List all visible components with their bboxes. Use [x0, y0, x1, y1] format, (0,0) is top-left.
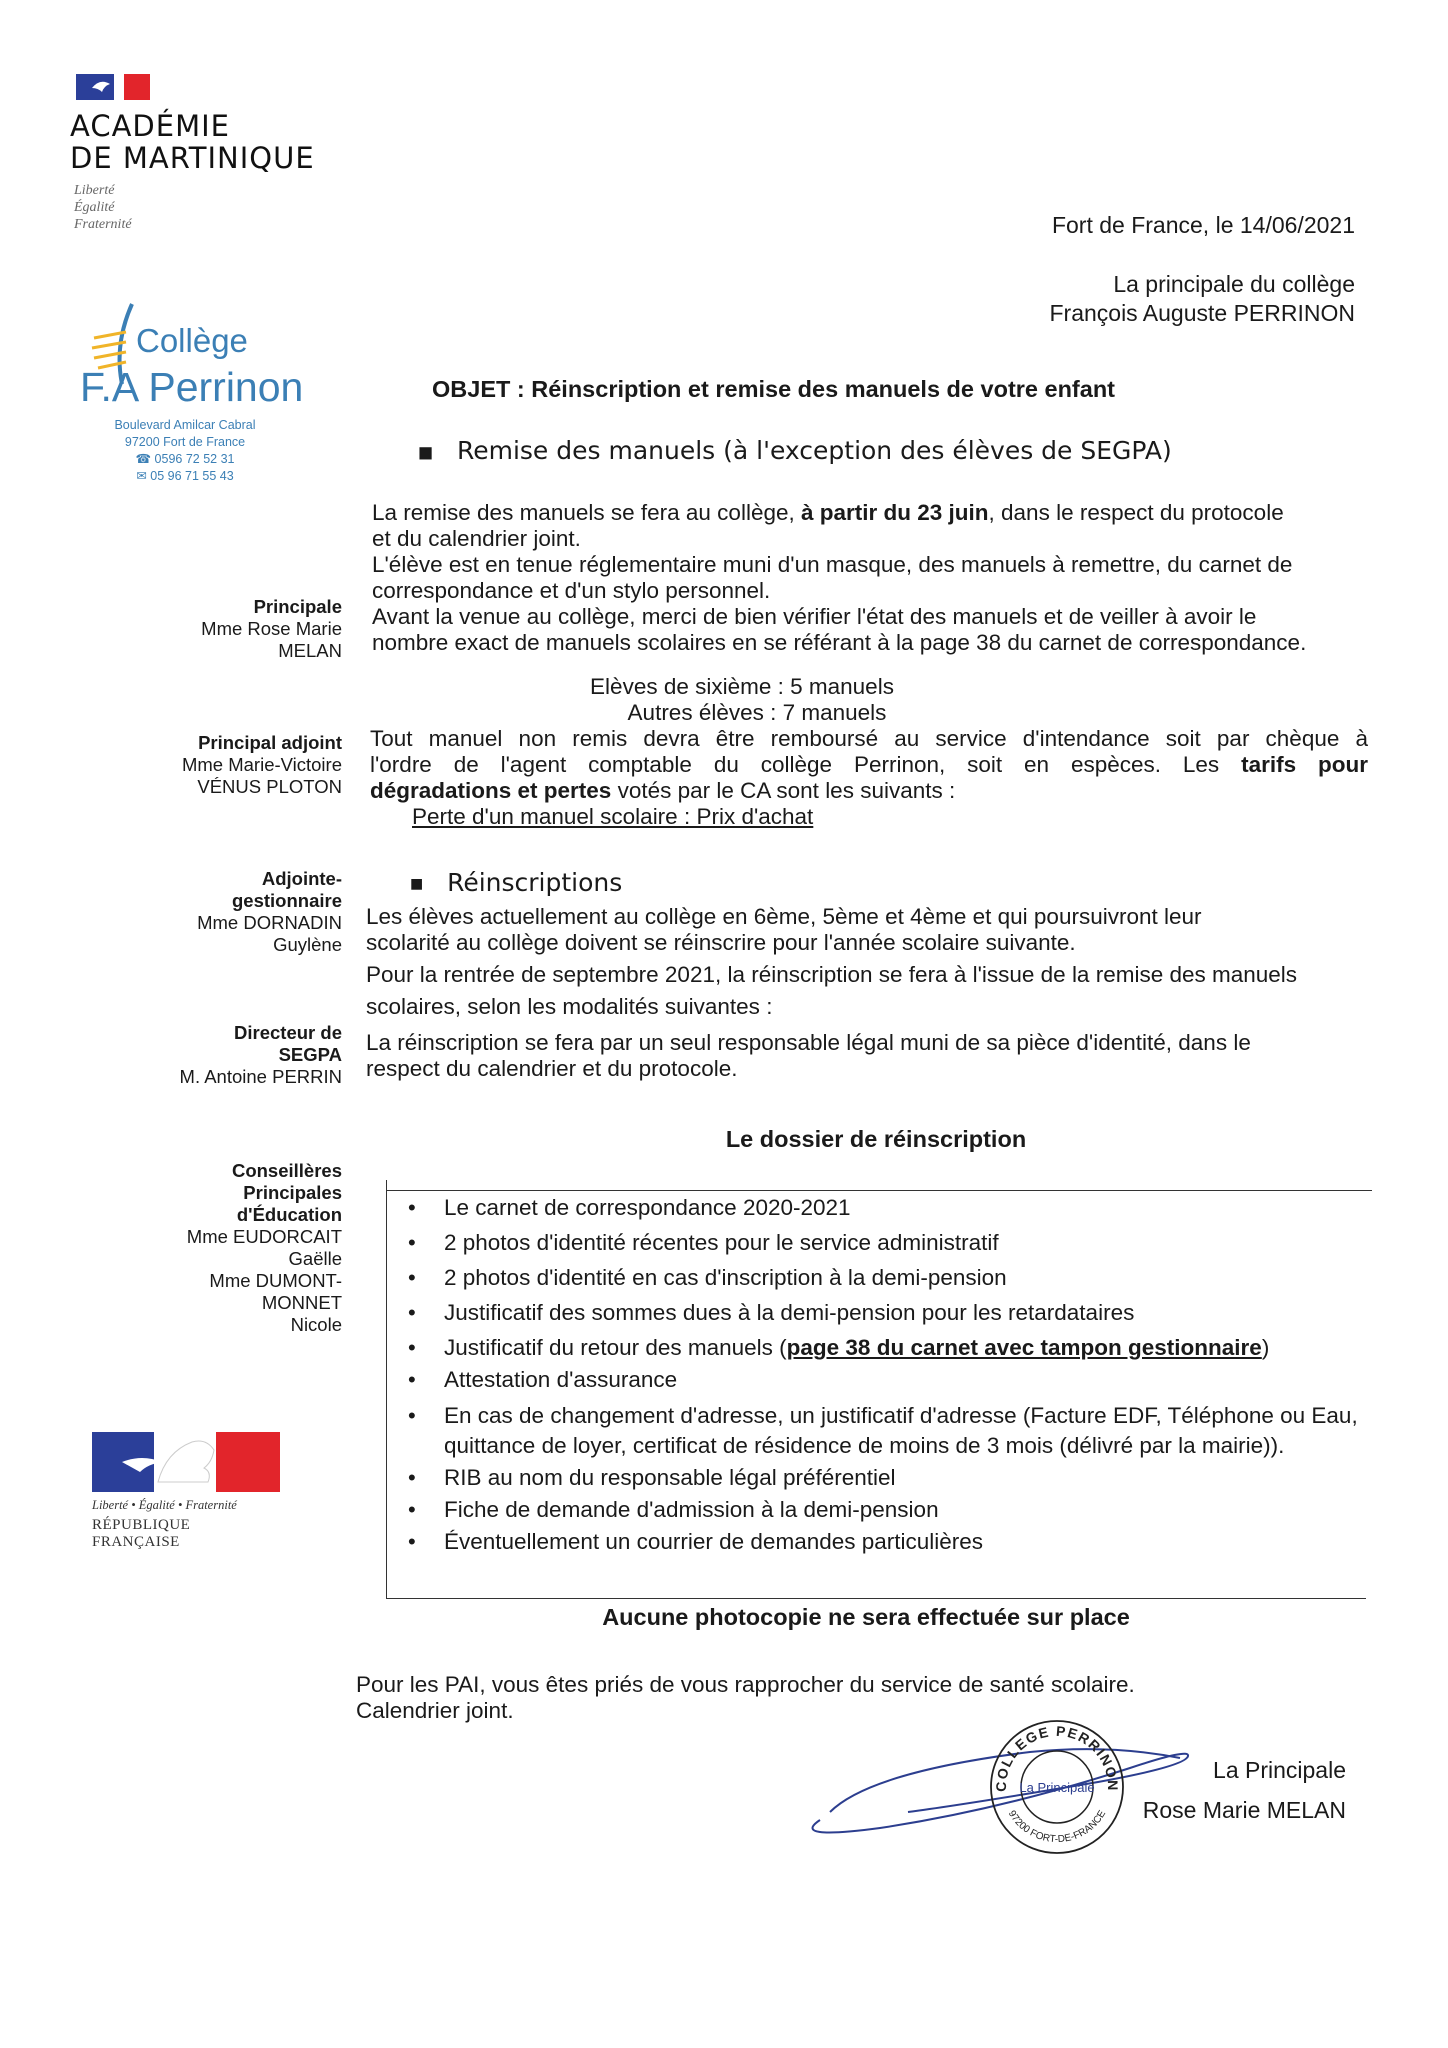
stamp-ring-text: COLLEGE PERRINON: [992, 1722, 1122, 1792]
list-item: • Justificatif des sommes dues à la demi-pension pour les retardataires: [400, 1300, 1360, 1326]
remise-paragraph-1: La remise des manuels se fera au collège, à partir du 23 juin, dans le respect du protocole et du calendrier joint. L'élève est en tenue réglementaire muni d'un masque, des manuels à remettre, du carnet de correspondance et d'un stylo personnel. Avant la venue au collège, merci de bien vérifier l'état des manuels et de veiller à avoir le nombre exact de manuels scolaires en se référant à la page 38 du carnet de correspondance.: [372, 500, 1307, 655]
letter-subject: OBJET : Réinscription et remise des manuels de votre enfant: [432, 376, 1116, 402]
list-item: • Éventuellement un courrier de demandes particulières: [400, 1529, 1360, 1555]
republique-francaise-logo: [92, 1432, 280, 1492]
list-item: • Justificatif du retour des manuels (page 38 du carnet avec tampon gestionnaire): [400, 1335, 1360, 1361]
no-photocopy-notice: Aucune photocopie ne sera effectuée sur place: [602, 1604, 1130, 1630]
letter-sender: La principale du collège François Auguste PERRINON: [1049, 271, 1355, 326]
pai-paragraph: Pour les PAI, vous êtes priés de vous rapprocher du service de santé scolaire. Calendrier joint.: [356, 1672, 1135, 1723]
list-item: • 2 photos d'identité récentes pour le service administratif: [400, 1230, 1360, 1256]
academie-flag-logo: [74, 72, 152, 102]
manuels-count-autres: Autres élèves : 7 manuels: [627, 700, 887, 725]
manuels-count-sixieme: Elèves de sixième : 5 manuels: [590, 674, 894, 699]
dossier-box-bottom-border: [386, 1598, 1366, 1599]
list-item: • 2 photos d'identité en cas d'inscription à la demi-pension: [400, 1265, 1360, 1291]
sidebar-directeur-segpa: Directeur de SEGPA M. Antoine PERRIN: [179, 1022, 342, 1087]
remise-paragraph-tarifs: Tout manuel non remis devra être remboursé au service d'intendance soit par chèque à l'ordre de l'agent comptable du collège Perrinon, soit en espèces. Les tarifs pour dégradations et pertes votés par le CA sont les suivants : Perte d'un manuel scolaire : Prix d'achat: [370, 726, 1368, 829]
sidebar-principale: Principale Mme Rose Marie MELAN: [201, 596, 342, 661]
reinscription-paragraphs: Les élèves actuellement au collège en 6ème, 5ème et 4ème et qui poursuivront leur scolarité au collège doivent se réinscrire pour l'année scolaire suivante. Pour la rentrée de septembre 2021, la réinscription se fera à l'issue de la remise des manuels scolaires, selon les modalités suivantes : La réinscription se fera par un seul responsable légal muni de sa pièce d'identité, dans le respect du calendrier et du protocole.: [366, 904, 1298, 1081]
section-reinscription-heading: ■ Réinscriptions: [410, 868, 623, 897]
college-address: Boulevard Amilcar Cabral 97200 Fort de France ☎ 0596 72 52 31 ✉ 05 96 71 55 43: [114, 418, 256, 483]
signature-name: Rose Marie MELAN: [1142, 1797, 1346, 1823]
list-item: • En cas de changement d'adresse, un justificatif d'adresse (Facture EDF, Téléphone ou Eau, quittance de loyer, certificat de résidence de moins de 3 mois (délivré par la mairie)).: [400, 1401, 1360, 1461]
republique-francaise-text: Liberté • Égalité • Fraternité RÉPUBLIQUE FRANÇAISE: [92, 1498, 237, 1550]
college-logo-word: Collège: [136, 322, 248, 359]
stamp-center-text: La Principale: [1019, 1780, 1095, 1795]
section-remise-heading: ■ Remise des manuels (à l'exception des élèves de SEGPA): [418, 436, 1172, 465]
sidebar-cpe: Conseillères Principales d'Éducation Mme EUDORCAIT Gaëlle Mme DUMONT- MONNET Nicole: [186, 1160, 342, 1335]
list-item: • RIB au nom du responsable légal préférentiel: [400, 1465, 1360, 1491]
list-item: • Attestation d'assurance: [400, 1367, 1360, 1393]
dossier-title: Le dossier de réinscription: [725, 1126, 1027, 1152]
academie-name: ACADÉMIE DE MARTINIQUE: [70, 109, 315, 175]
sidebar-principal-adjoint: Principal adjoint Mme Marie-Victoire VÉNUS PLOTON: [181, 732, 342, 797]
letter-date: Fort de France, le 14/06/2021: [1051, 212, 1355, 238]
signature-title: La Principale: [1213, 1757, 1346, 1783]
stamp-bottom-text: 97200 FORT-DE-FRANCE: [1005, 1808, 1109, 1846]
signature-block: [1000, 1750, 1346, 1830]
academie-motto: Liberté Égalité Fraternité: [74, 183, 132, 232]
list-item: • Fiche de demande d'admission à la demi-pension: [400, 1497, 1360, 1523]
list-item: • Le carnet de correspondance 2020-2021: [400, 1195, 1360, 1221]
college-logo-name: F.A Perrinon: [80, 364, 304, 410]
sidebar-gestionnaire: Adjointe- gestionnaire Mme DORNADIN Guylène: [197, 868, 342, 955]
dossier-list: [400, 1189, 1360, 1555]
